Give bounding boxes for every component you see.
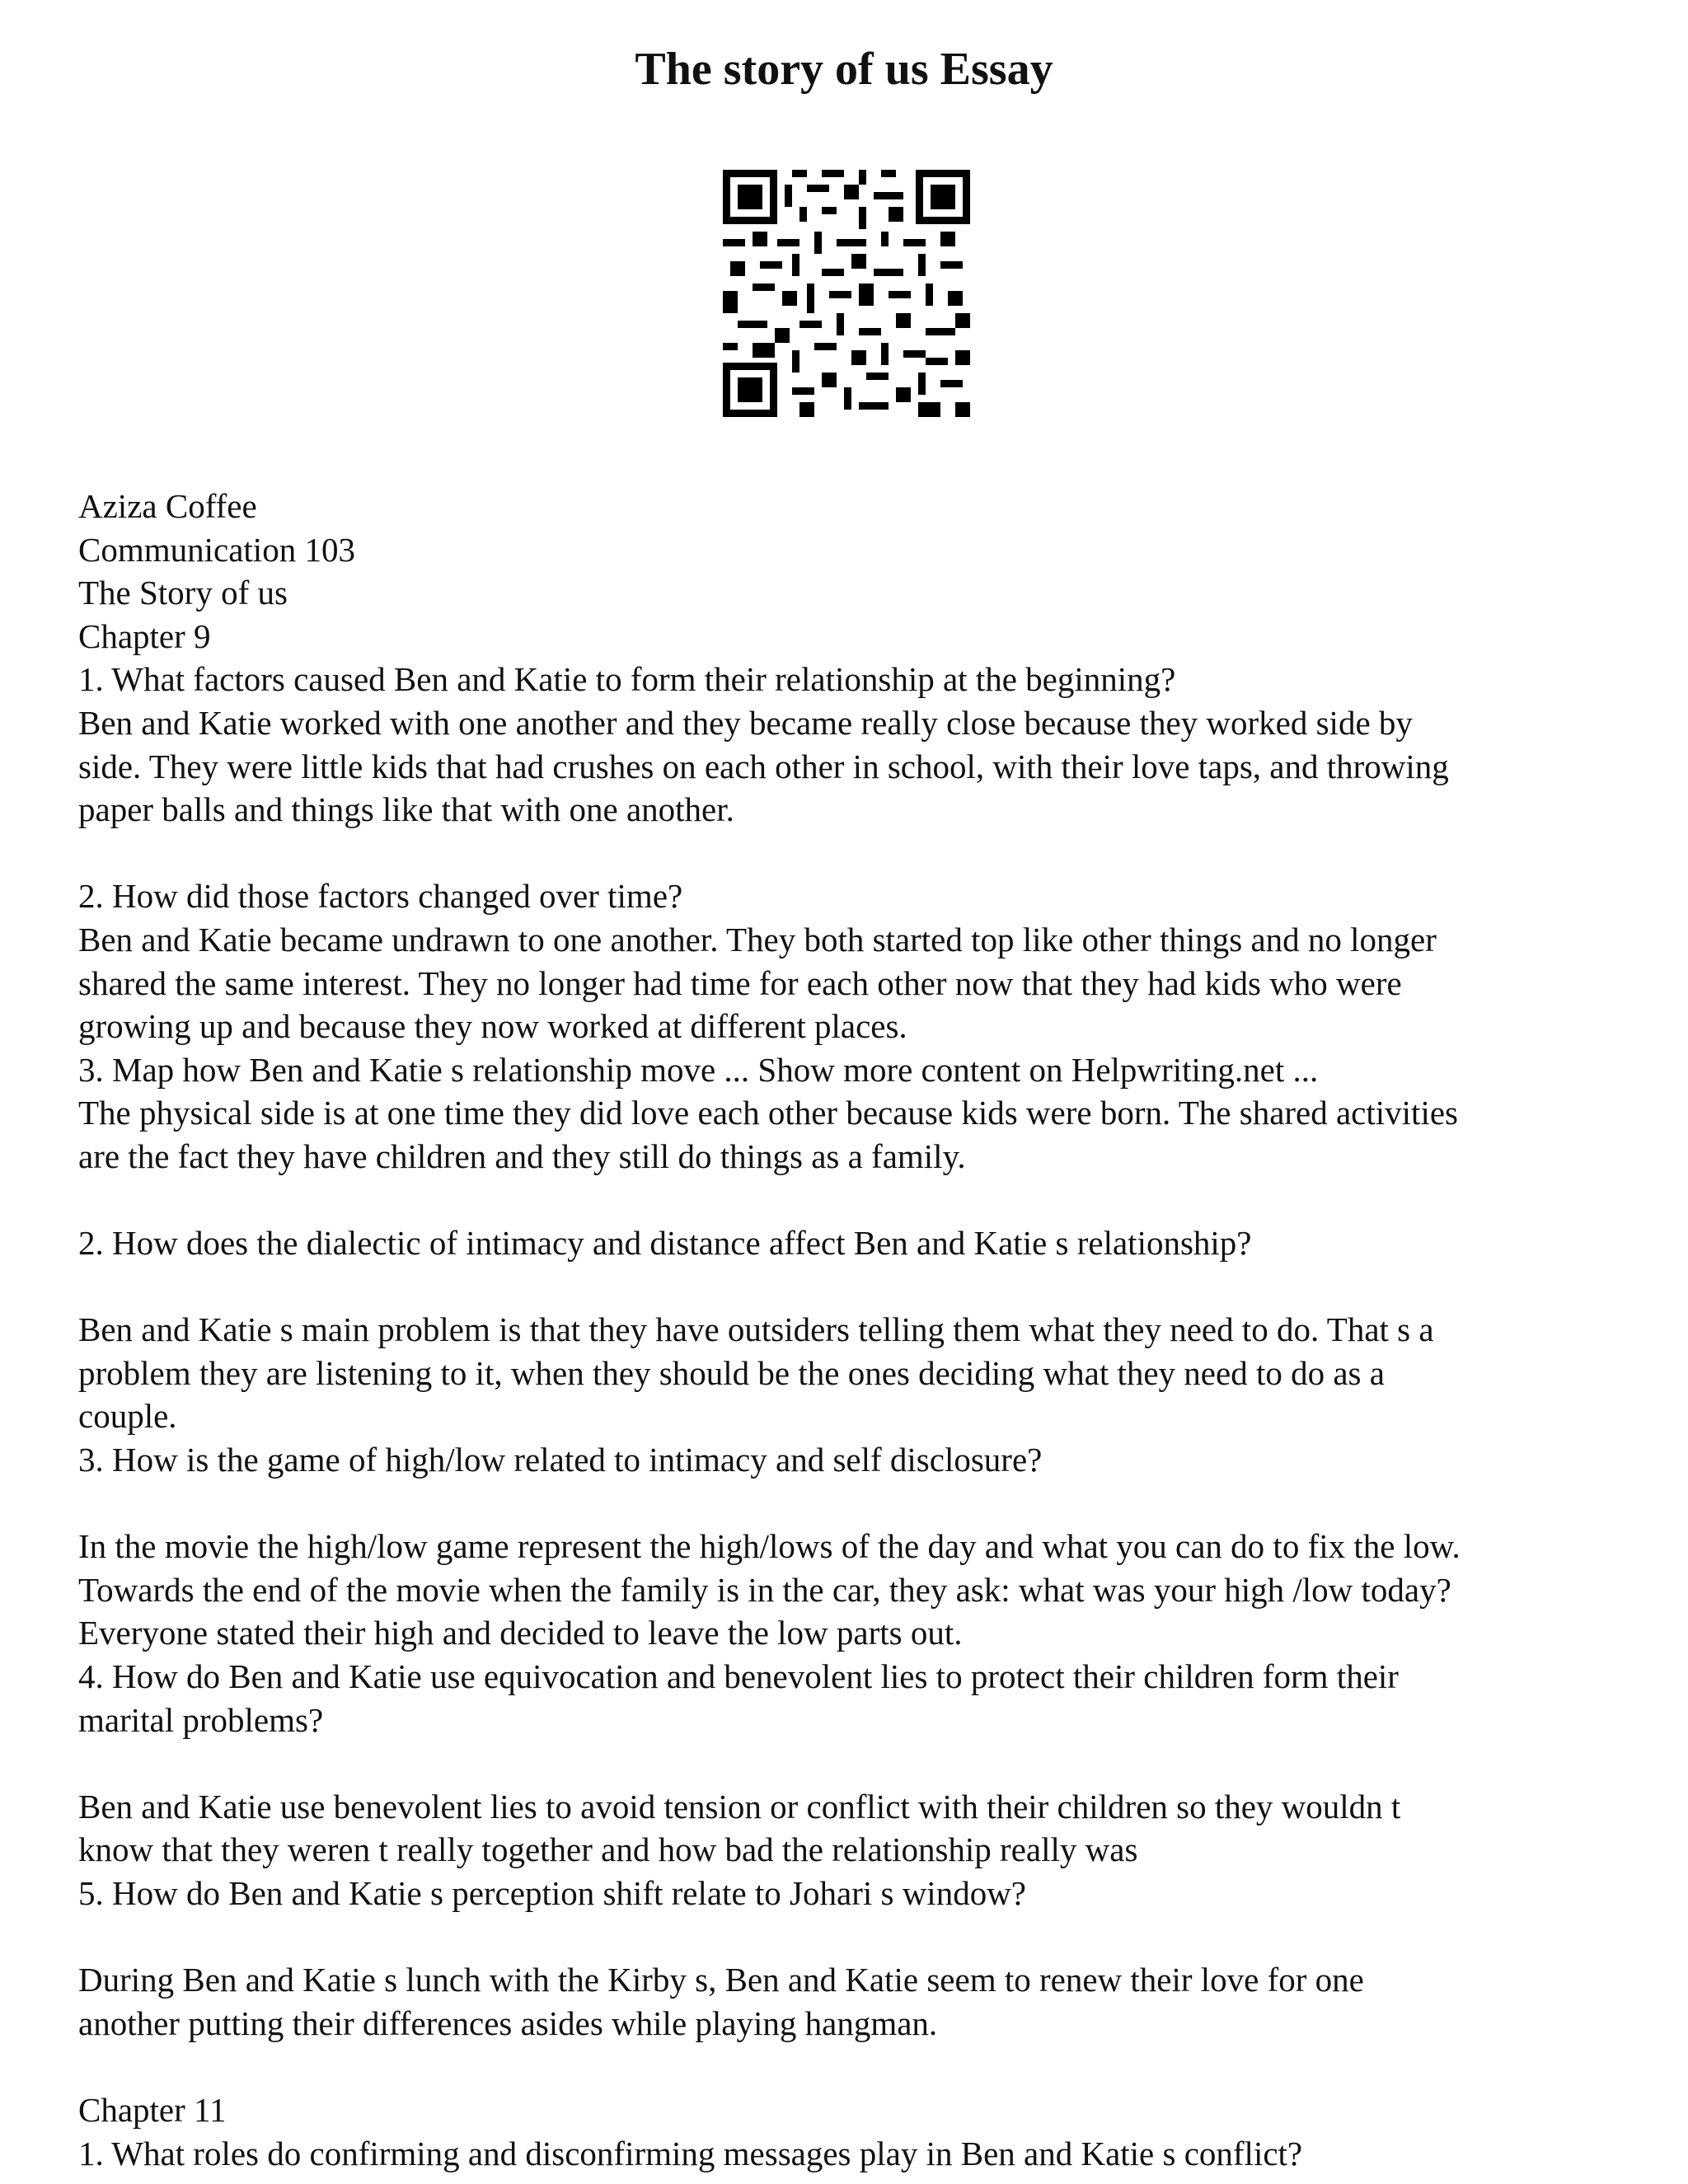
essay-line: The physical side is at one time they did love each other because kids were born. The shared activities <box>78 1094 1458 1132</box>
essay-line: marital problems? <box>78 1700 324 1739</box>
blank-line <box>78 1915 1628 1959</box>
essay-line: Towards the end of the movie when the family is in the car, they ask: what was your high /low today? <box>78 1570 1451 1609</box>
essay-line: Everyone stated their high and decided to leave the low parts out. <box>78 1614 963 1652</box>
essay-line: couple. <box>78 1397 177 1436</box>
essay-line: problem they are listening to it, when they should be the ones deciding what they need to do as a <box>78 1353 1385 1392</box>
essay-line: In the movie the high/low game represent the high/lows of the day and what you can do to fix the low. <box>78 1527 1461 1566</box>
essay-line: know that they weren t really together and how bad the relationship really was <box>78 1830 1138 1869</box>
essay-line: Ben and Katie s main problem is that they have outsiders telling them what they need to do. That s a <box>78 1310 1434 1349</box>
essay-line: paper balls and things like that with one another. <box>78 790 734 829</box>
essay-line: Chapter 11 <box>78 2090 227 2129</box>
essay-line: 2. How does the dialectic of intimacy and distance affect Ben and Katie s relationship? <box>78 1224 1252 1263</box>
essay-line: 2. How did those factors changed over time? <box>78 877 683 916</box>
essay-line: 3. Map how Ben and Katie s relationship move ... Show more content on Helpwriting.net ... <box>78 1050 1319 1089</box>
essay-line: 3. How is the game of high/low related to intimacy and self disclosure? <box>78 1441 1043 1479</box>
page-title: The story of us Essay <box>635 44 1053 95</box>
blank-line <box>78 1179 1628 1222</box>
essay-line: side. They were little kids that had crushes on each other in school, with their love taps, and throwing <box>78 747 1449 785</box>
author-name: Aziza Coffee <box>78 487 257 525</box>
essay-subject: The Story of us <box>78 574 288 612</box>
essay-line: Ben and Katie worked with one another and they became really close because they worked side by <box>78 703 1413 742</box>
essay-body <box>78 485 1628 2175</box>
essay-line: 1. What factors caused Ben and Katie to form their relationship at the beginning? <box>78 660 1176 699</box>
essay-line: Ben and Katie became undrawn to one another. They both started top like other things and no longer <box>78 920 1437 958</box>
essay-line: shared the same interest. They no longer had time for each other now that they had kids who were <box>78 963 1402 1002</box>
essay-line: Ben and Katie use benevolent lies to avoid tension or conflict with their children so they wouldn t <box>78 1787 1401 1825</box>
essay-line: 4. How do Ben and Katie use equivocation and benevolent lies to protect their children form their <box>78 1657 1399 1696</box>
blank-line <box>78 1265 1628 1309</box>
blank-line <box>78 832 1628 875</box>
essay-line: are the fact they have children and they still do things as a family. <box>78 1137 966 1175</box>
blank-line <box>78 2045 1628 2088</box>
blank-line <box>78 1741 1628 1785</box>
chapter-heading: Chapter 9 <box>78 616 211 655</box>
essay-line: growing up and because they now worked at different places. <box>78 1007 907 1046</box>
qr-code-image <box>723 170 970 417</box>
essay-line: another putting their differences asides while playing hangman. <box>78 2004 938 2042</box>
course-name: Communication 103 <box>78 530 355 569</box>
essay-lines <box>78 658 1628 2175</box>
essay-line: 1. What roles do confirming and disconfirming messages play in Ben and Katie s conflict? <box>78 2134 1303 2172</box>
essay-line: 5. How do Ben and Katie s perception shift relate to Johari s window? <box>78 1874 1027 1912</box>
blank-line <box>78 1482 1628 1526</box>
essay-line: During Ben and Katie s lunch with the Kirby s, Ben and Katie seem to renew their love for one <box>78 1961 1364 1999</box>
